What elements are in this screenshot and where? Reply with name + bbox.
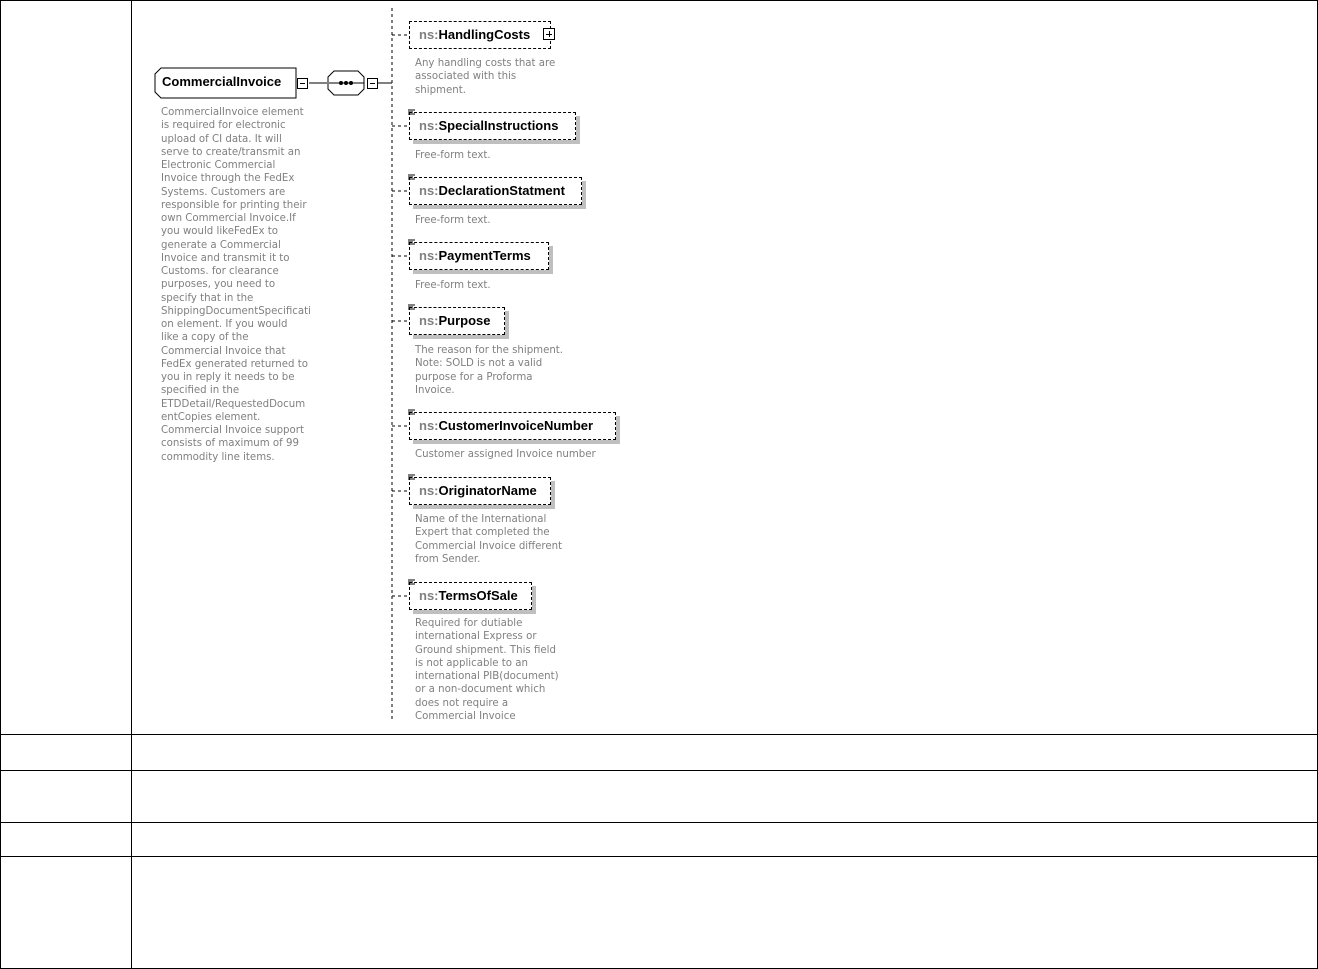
child-element-description: Free-form text. <box>415 215 491 226</box>
child-element-description: Customer assigned Invoice number <box>415 449 596 460</box>
child-element-label: ns:CustomerInvoiceNumber <box>419 418 594 433</box>
root-element-label: CommercialInvoice <box>162 74 282 89</box>
child-element-originator-name[interactable] <box>409 477 551 505</box>
expand-icon[interactable] <box>543 28 555 40</box>
child-element-label: ns:OriginatorName <box>419 483 537 498</box>
child-element-handling-costs[interactable] <box>409 21 551 49</box>
text-content-icon <box>408 304 416 311</box>
child-element-description: Free-form text. <box>415 150 491 161</box>
child-element-label: ns:DeclarationStatment <box>419 183 565 198</box>
text-content-icon <box>408 109 416 116</box>
collapse-icon[interactable] <box>297 78 308 89</box>
child-element-description: The reason for the shipment. Note: SOLD is not a valid purpose for a Proforma Invoice. <box>415 345 564 396</box>
text-content-icon <box>408 474 416 481</box>
text-content-icon <box>408 174 416 181</box>
child-element-customer-invoice-number[interactable] <box>409 412 616 440</box>
child-element-special-instructions[interactable] <box>409 112 576 140</box>
root-element-description: CommercialInvoice element is required for electronic upload of CI data. It will serve to create/transmit an Electronic Commercial Invoice through the FedEx Systems. Customers are responsible for printing their own Commercial Invoice.If you would likeFedEx to generate a Commercial Invoice and transmit it to Customs. for clearance purposes, you need to specify that in the ShippingDocumentSpecificati on element. If you would like a copy of the Commercial Invoice that FedEx generated returned to you in reply it needs to be specified in the ETDDetail/RequestedDocum entCopies element. Commercial Invoice support consists of maximum of 99 commodity line items. <box>161 107 311 463</box>
child-element-description: Free-form text. <box>415 280 491 291</box>
text-content-icon <box>408 579 416 586</box>
text-content-icon <box>408 409 416 416</box>
child-element-description: Any handling costs that are associated with this shipment. <box>415 58 556 96</box>
child-element-terms-of-sale[interactable] <box>409 582 532 610</box>
child-element-payment-terms[interactable] <box>409 242 549 270</box>
child-element-declaration-statment[interactable] <box>409 177 582 205</box>
collapse-icon[interactable] <box>367 78 378 89</box>
child-element-label: ns:PaymentTerms <box>419 248 531 263</box>
text-content-icon <box>408 239 416 246</box>
child-element-label: ns:HandlingCosts <box>419 27 531 42</box>
child-element-description: Required for dutiable international Express or Ground shipment. This field is not applicable to an international PIB(document) or a non-document which does not require a Commercial Invoice <box>415 618 559 722</box>
child-element-label: ns:SpecialInstructions <box>419 118 559 133</box>
child-element-purpose[interactable] <box>409 307 505 335</box>
child-element-label: ns:Purpose <box>419 313 491 328</box>
child-element-label: ns:TermsOfSale <box>419 588 518 603</box>
child-element-description: Name of the International Expert that completed the Commercial Invoice different from Sender. <box>415 514 563 565</box>
